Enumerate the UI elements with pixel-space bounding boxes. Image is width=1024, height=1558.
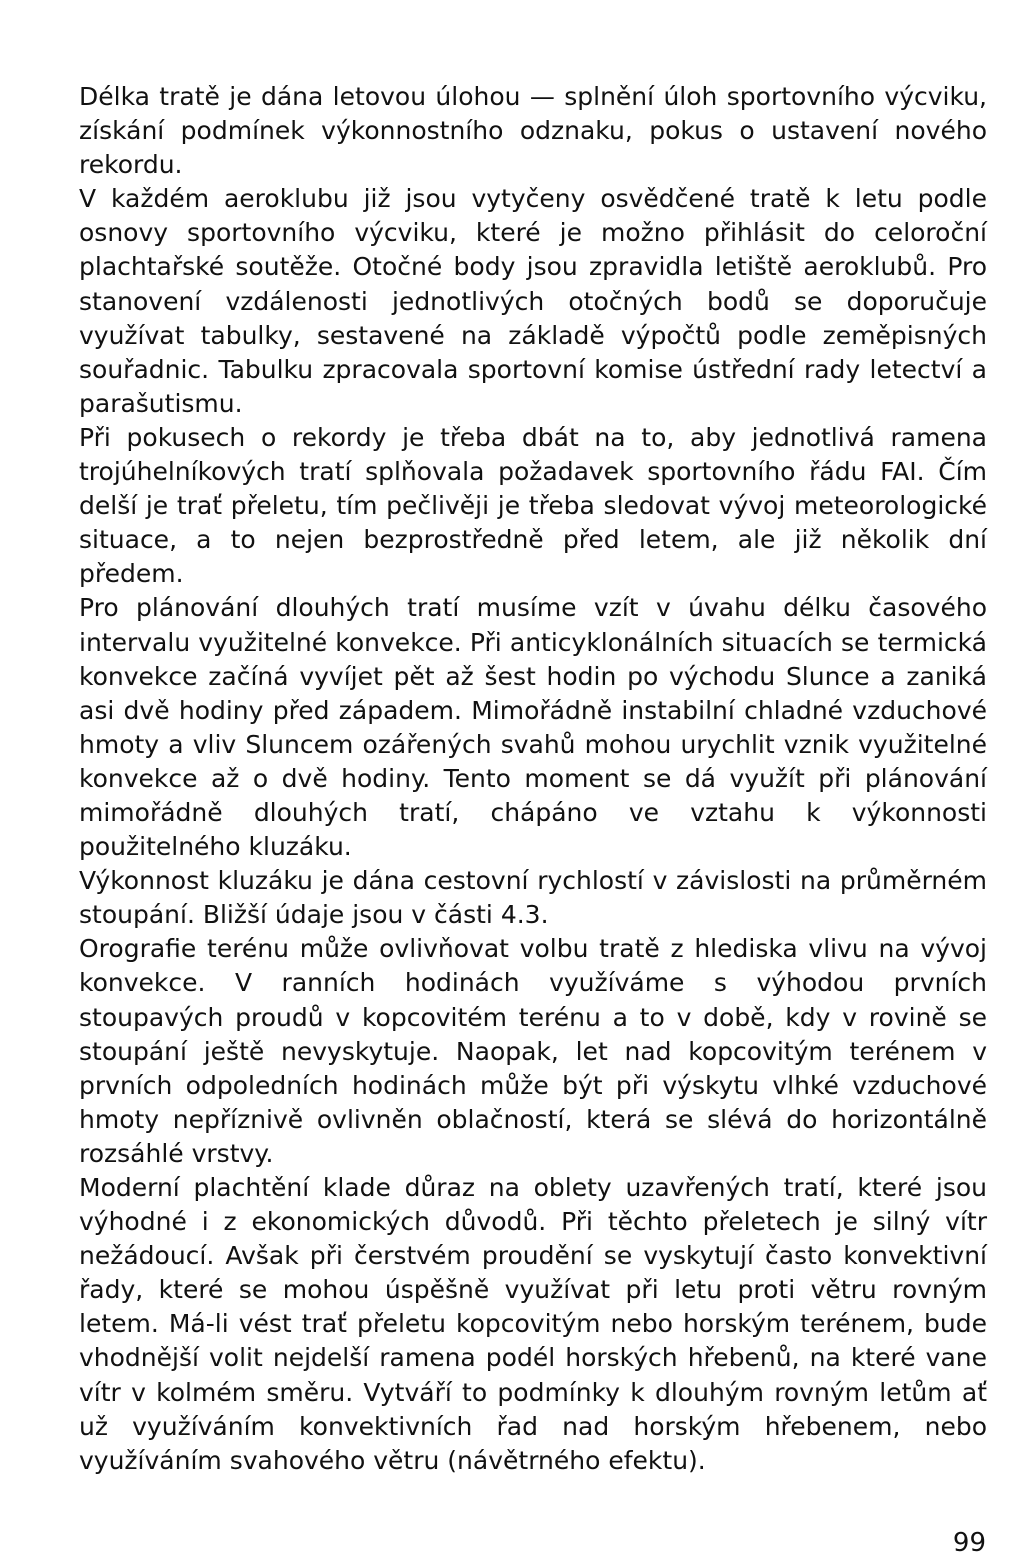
- paragraph-4: Pro plánování dlouhých tratí musíme vzít v úvahu délku časového intervalu využitelné konvekce. Při anticyklonálních situacích se termická konvekce začíná vyvíjet pět až šest hodin po východu Slunce a zaniká asi dvě hodiny před západem. Mimořádně instabilní chladné vzduchové hmoty a vliv Sluncem ozářených svahů mohou urychlit vznik využitelné konvekce až o dvě hodiny. Tento moment se dá využít při plánování mimořádně dlouhých tratí, chápáno ve vztahu k výkonnosti použitelného kluzáku.: [79, 593, 987, 862]
- page-number: 99: [952, 1528, 986, 1558]
- paragraph-1: Délka tratě je dána letovou úlohou — splnění úloh sportovního výcviku, získání podmínek výkonnostního odznaku, pokus o ustavení nového rekordu.: [79, 82, 987, 180]
- paragraph-6: Orografie terénu může ovlivňovat volbu tratě z hlediska vlivu na vývoj konvekce. V ranních hodinách využíváme s výhodou prvních stoupavých proudů v kopcovitém terénu a to v době, kdy v rovině se stoupání ještě nevyskytuje. Naopak, let nad kopcovitým terénem v prvních odpoledních hodinách může být při výskytu vlhké vzduchové hmoty nepříznivě ovlivněn oblačností, která se slévá do horizontálně rozsáhlé vrstvy.: [79, 934, 987, 1168]
- paragraph-5: Výkonnost kluzáku je dána cestovní rychlostí v závislosti na průměrném stoupání. Bližší údaje jsou v části 4.3.: [79, 866, 987, 930]
- paragraph-3: Při pokusech o rekordy je třeba dbát na to, aby jednotlivá ramena trojúhelníkových tratí splňovala požadavek sportovního řádu FAI. Čím delší je trať přeletu, tím pečlivěji je třeba sledovat vývoj meteorologické situace, a to nejen bezprostředně před letem, ale již několik dní předem.: [79, 422, 987, 589]
- paragraph-2: V každém aeroklubu již jsou vytyčeny osvědčené tratě k letu podle osnovy sportovního výcviku, které je možno přihlásit do celoroční plachtařské soutěže. Otočné body jsou zpravidla letiště aeroklubů. Pro stanovení vzdálenosti jednotlivých otočných bodů se doporučuje využívat tabulky, sestavené na základě výpočtů podle zeměpisných souřadnic. Tabulku zpracovala sportovní komise ústřední rady letectví a parašutismu.: [79, 184, 987, 418]
- paragraph-7: Moderní plachtění klade důraz na oblety uzavřených tratí, které jsou výhodné i z ekonomických důvodů. Při těchto přeletech je silný vítr nežádoucí. Avšak při čerstvém proudění se vyskytují často konvektivní řady, které se mohou úspěšně využívat při letu proti větru rovným letem. Má-li vést trať přeletu kopcovitým nebo horským terénem, bude vhodnější volit nejdelší ramena podél horských hřebenů, na které vane vítr v kolmém směru. Vytváří to podmínky k dlouhým rovným letům ať už využíváním konvektivních řad nad horským hřebenem, nebo využíváním svahového větru (návětrného efektu).: [79, 1173, 987, 1475]
- document-body: [79, 80, 987, 1478]
